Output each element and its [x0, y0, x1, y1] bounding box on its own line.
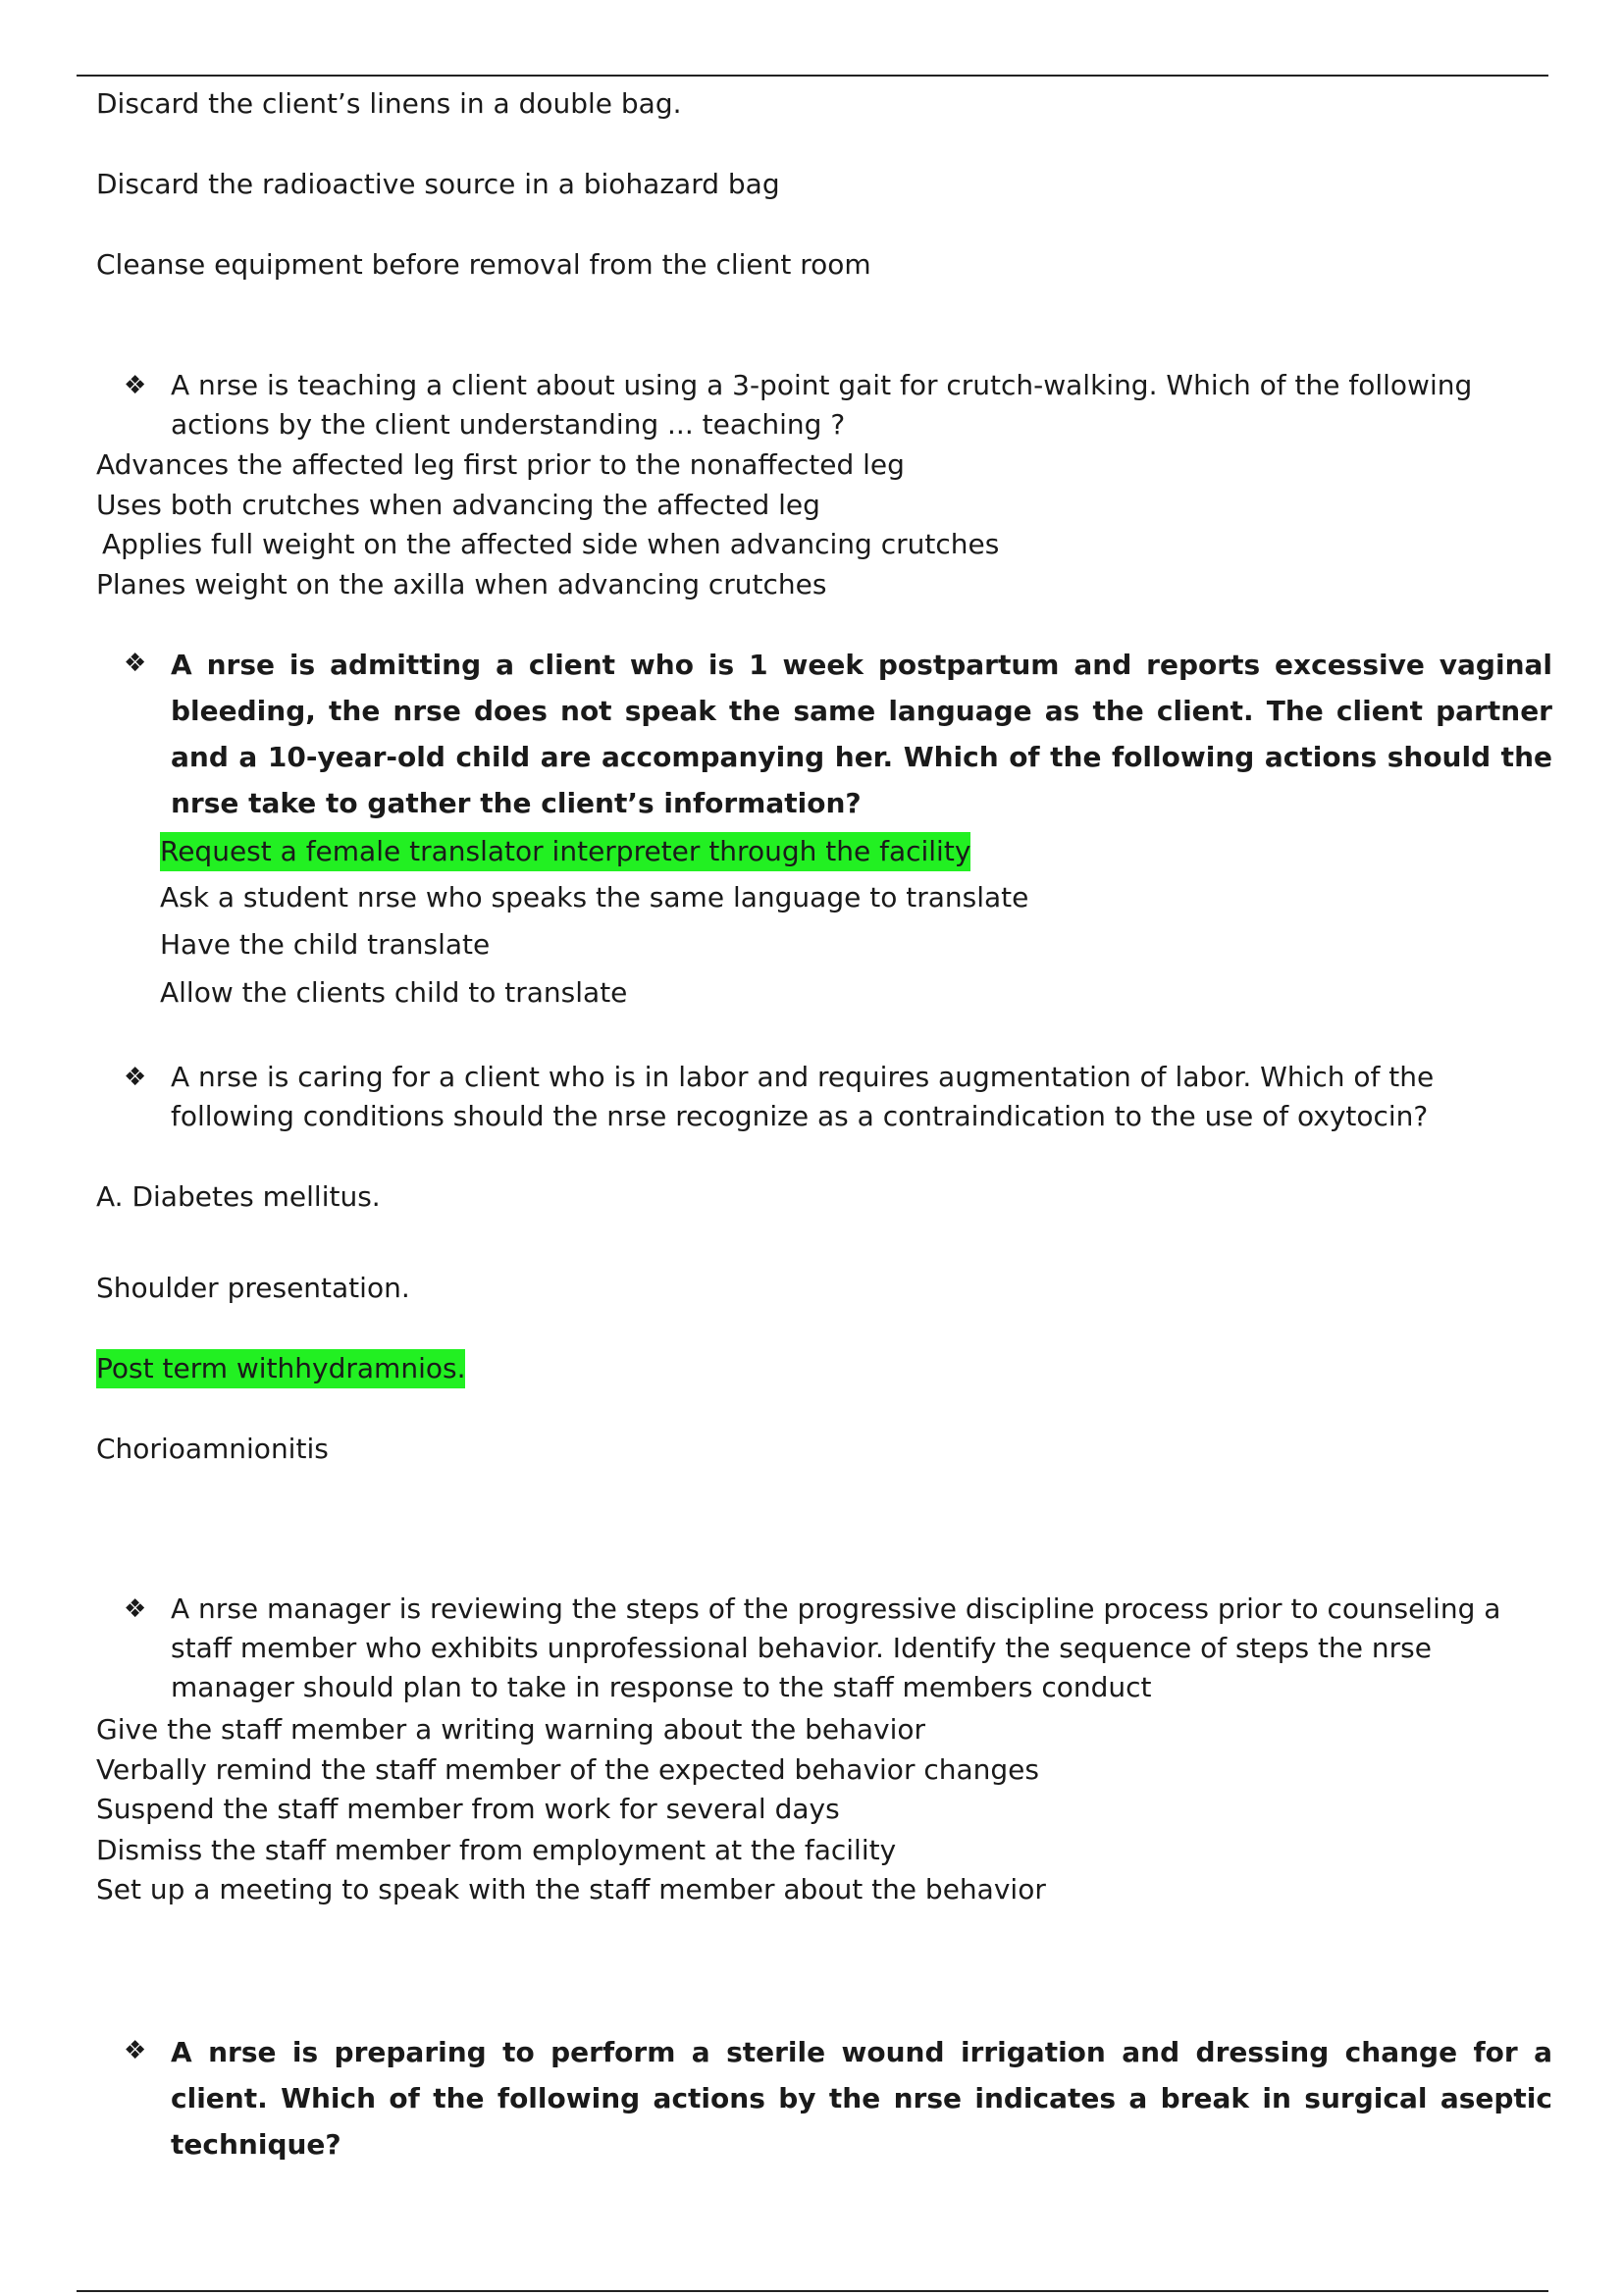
- question-3: A nrse is caring for a client who is in labor and requires augmentation of labor. Which of the following conditions should the nrse recognize as a contraindication to the use of oxytocin?: [171, 1061, 1435, 1132]
- option: Verbally remind the staff member of the expected behavior changes: [96, 1753, 1039, 1786]
- answer-line: Discard the radioactive source in a biohazard bag: [96, 168, 780, 200]
- option-highlighted: Post term withhydramnios.: [96, 1349, 465, 1388]
- option: Have the child translate: [160, 928, 491, 961]
- bullet-icon: ❖: [124, 371, 147, 400]
- bullet-icon: ❖: [124, 1063, 147, 1092]
- option: Suspend the staff member from work for several days: [96, 1793, 840, 1825]
- option: Allow the clients child to translate: [160, 976, 628, 1009]
- option: Chorioamnionitis: [96, 1433, 329, 1465]
- answer-line: Discard the client’s linens in a double bag.: [96, 87, 682, 120]
- question-1: A nrse is teaching a client about using a 3-point gait for crutch-walking. Which of the following actions by the client understanding ... teaching ?: [171, 369, 1473, 441]
- option: Shoulder presentation.: [96, 1272, 410, 1304]
- question-4: A nrse manager is reviewing the steps of the progressive discipline process prior to counseling a staff member who exhibits unprofessional behavior. Identify the sequence of steps the nrse manager should plan to take in response to the staff members conduct: [171, 1592, 1501, 1703]
- option: Dismiss the staff member from employment at the facility: [96, 1834, 897, 1866]
- option: Uses both crutches when advancing the affected leg: [96, 489, 820, 521]
- option: Ask a student nrse who speaks the same language to translate: [160, 881, 1029, 913]
- bullet-icon: ❖: [124, 2036, 147, 2065]
- option: A. Diabetes mellitus.: [96, 1180, 381, 1213]
- option: Set up a meeting to speak with the staff member about the behavior: [96, 1873, 1046, 1905]
- bullet-icon: ❖: [124, 1594, 147, 1624]
- option: Planes weight on the axilla when advancing crutches: [96, 568, 827, 600]
- answer-line: Cleanse equipment before removal from the client room: [96, 248, 871, 281]
- option: Advances the affected leg first prior to the nonaffected leg: [96, 448, 905, 481]
- option-highlighted: Request a female translator interpreter through the facility: [160, 832, 970, 871]
- question-2: A nrse is admitting a client who is 1 week postpartum and reports excessive vaginal bleeding, the nrse does not speak the same language as the client. The client partner and a 10-year-old child are accompanying her. Which of the following actions should the nrse take to gather the client’s information?: [171, 649, 1552, 819]
- option: Give the staff member a writing warning about the behavior: [96, 1713, 926, 1746]
- bullet-icon: ❖: [124, 649, 147, 678]
- top-rule: [77, 75, 1548, 77]
- question-5: A nrse is preparing to perform a sterile wound irrigation and dressing change for a client. Which of the following actions by the nrse indicates a break in surgical aseptic technique?: [171, 2036, 1552, 2161]
- option: Applies full weight on the affected side when advancing crutches: [102, 528, 1000, 560]
- bottom-rule: [77, 2290, 1548, 2292]
